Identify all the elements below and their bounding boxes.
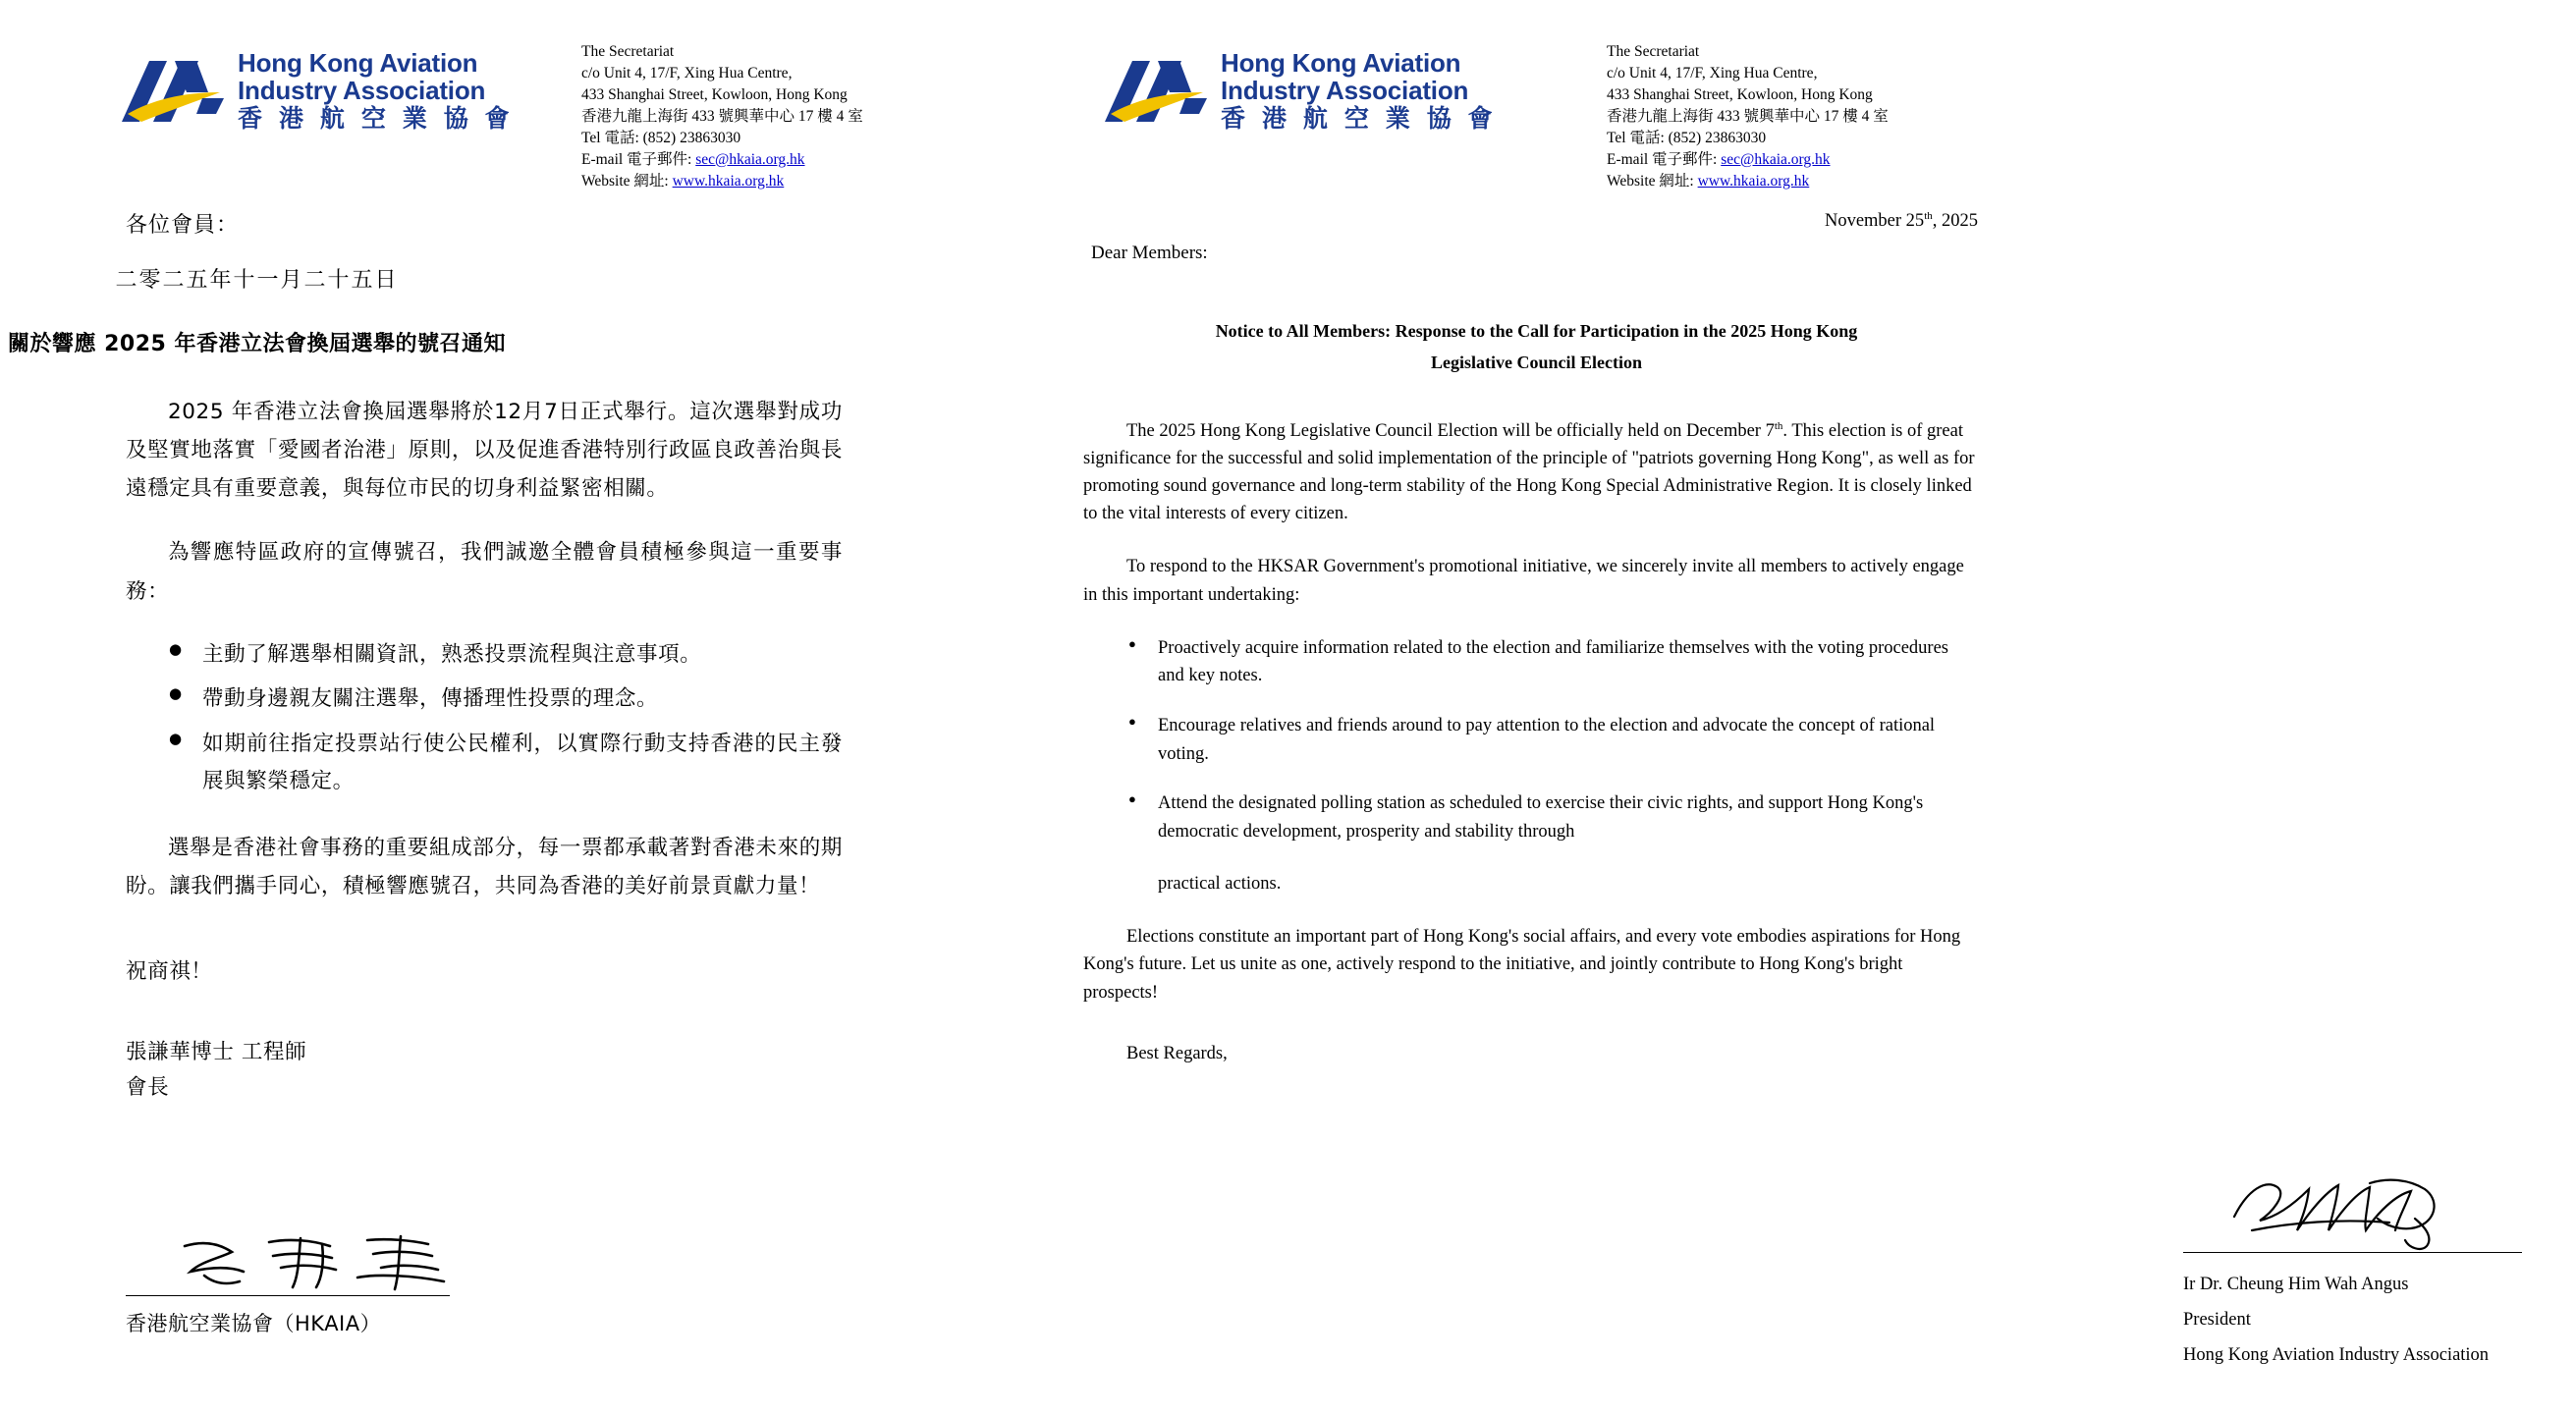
website-line xyxy=(1607,171,1889,192)
address-line-2: c/o Unit 4, 17/F, Xing Hua Centre, xyxy=(1607,65,1818,82)
telephone-line: Tel 電話: (852) 23863030 xyxy=(1607,130,1767,146)
english-signature-block xyxy=(2183,1173,2576,1373)
address-line-3: 433 Shanghai Street, Kowloon, Hong Kong xyxy=(581,86,848,103)
chinese-notice-title: 關於響應 2025 年香港立法會換屆選舉的號召通知 xyxy=(7,332,507,356)
english-date-main: November 25 xyxy=(1824,211,1925,232)
english-title-line-1: Notice to All Members: Response to the Call for Participation in the 2025 Hong Kong xyxy=(1215,321,1858,341)
chinese-signature-block xyxy=(126,1232,538,1337)
english-closing: Best Regards, xyxy=(1126,1043,1228,1063)
english-date-year: , 2025 xyxy=(1932,211,1978,232)
hkaia-logo-icon xyxy=(1101,53,1211,130)
website-link[interactable]: www.hkaia.org.hk xyxy=(672,173,785,190)
english-notice-title xyxy=(1083,316,1990,378)
email-link[interactable]: sec@hkaia.org.hk xyxy=(1721,151,1831,168)
email-line xyxy=(581,149,863,171)
signature-image-english xyxy=(2222,1173,2478,1252)
english-signer-name: Ir Dr. Cheung Him Wah Angus xyxy=(2183,1275,2409,1294)
english-paragraph-1 xyxy=(1083,417,1977,527)
website-line xyxy=(581,171,863,192)
list-item-continuation: practical actions. xyxy=(1158,873,1282,894)
list-item: ● Proactively acquire information related to the election and familiarize themselves with the voting procedures and key notes. xyxy=(1128,634,1977,690)
hkaia-logo-text xyxy=(238,49,515,133)
english-ordinal-sup: th xyxy=(1774,419,1783,432)
address-line-4-chinese: 香港九龍上海街 433 號興華中心 17 樓 4 室 xyxy=(1607,108,1889,125)
chinese-signer-title: 會長 xyxy=(126,1074,170,1100)
english-signer-info xyxy=(2183,1267,2576,1373)
chinese-body xyxy=(126,393,843,1107)
chinese-paragraph-2: 為響應特區政府的宣傳號召，我們誠邀全體會員積極參與這一重要事務： xyxy=(126,540,843,604)
english-signer-title: President xyxy=(2183,1310,2251,1331)
secretariat-address-block xyxy=(1607,41,1889,192)
chinese-date: 二零二五年十一月二十五日 xyxy=(115,268,399,293)
logo-line-3-chinese: 香 港 航 空 業 協 會 xyxy=(1221,105,1498,134)
english-signer-org: Hong Kong Aviation Industry Association xyxy=(2183,1345,2490,1366)
english-title-line-2: Legislative Council Election xyxy=(1431,352,1642,372)
english-paragraph-1c: principle of "patriots governing Hong Kong", as well as for promoting sound governance and long-term stability of the Hong Kong Special Administrative Region. It is closely linked to the vital interests of every citizen. xyxy=(1083,449,1975,524)
address-line-2: c/o Unit 4, 17/F, Xing Hua Centre, xyxy=(581,65,793,82)
english-body xyxy=(1083,417,1977,1093)
email-label: E-mail 電子郵件: xyxy=(581,151,692,168)
hkaia-logo-icon xyxy=(118,53,228,130)
address-line-4-chinese: 香港九龍上海街 433 號興華中心 17 樓 4 室 xyxy=(581,108,863,125)
website-link[interactable]: www.hkaia.org.hk xyxy=(1697,173,1810,190)
hkaia-logo xyxy=(1101,49,1498,133)
list-item: ● 主動了解選舉相關資訊，熟悉投票流程與注意事項。 xyxy=(169,636,843,674)
address-line-1: The Secretariat xyxy=(581,43,675,60)
list-item: ● Encourage relatives and friends around to pay attention to the election and advocate the concept of rational voting. xyxy=(1128,712,1977,768)
english-paragraph-1a: The 2025 Hong Kong Legislative Council Election will be officially held on December 7 xyxy=(1126,421,1775,441)
logo-line-2: Industry Association xyxy=(1221,76,1469,106)
list-item-text: Attend the designated polling station as scheduled to exercise their civic rights, and support Hong Kong's democratic development, prosperity and stability through xyxy=(1158,793,1924,843)
chinese-bullet-list xyxy=(126,636,843,800)
address-line-3: 433 Shanghai Street, Kowloon, Hong Kong xyxy=(1607,86,1873,103)
chinese-letter xyxy=(0,0,1024,1414)
english-bullet-list xyxy=(1083,634,1977,898)
logo-line-2: Industry Association xyxy=(238,76,486,106)
email-link[interactable]: sec@hkaia.org.hk xyxy=(695,151,805,168)
english-letter xyxy=(1024,0,2490,1414)
telephone-line: Tel 電話: (852) 23863030 xyxy=(581,130,741,146)
signature-rule xyxy=(2183,1252,2522,1253)
chinese-paragraph-3: 選舉是香港社會事務的重要組成部分，每一票都承載著對香港未來的期盼。讓我們攜手同心，積極響應號召，共同為香港的美好前景貢獻力量！ xyxy=(126,836,843,899)
website-label: Website 網址: xyxy=(581,173,669,190)
english-paragraph-2: To respond to the HKSAR Government's promotional initiative, we sincerely invite all members to actively engage in this important undertaking: xyxy=(1083,557,1964,605)
chinese-org-footer: 香港航空業協會（HKAIA） xyxy=(126,1312,382,1335)
address-line-1: The Secretariat xyxy=(1607,43,1700,60)
chinese-salutation: 各位會員： xyxy=(126,213,240,238)
signature-image-chinese xyxy=(175,1232,469,1293)
list-item: ● 如期前往指定投票站行使公民權利，以實際行動支持香港的民主發展與繁榮穩定。 xyxy=(169,726,843,799)
email-line xyxy=(1607,149,1889,171)
english-paragraph-1b: . This election is of great significance for the successful and solid implementation of the xyxy=(1083,421,1963,469)
english-date xyxy=(1825,210,1978,232)
logo-line-3-chinese: 香 港 航 空 業 協 會 xyxy=(238,105,515,134)
english-paragraph-3: Elections constitute an important part of Hong Kong's social affairs, and every vote embodies aspirations for Hong Kong's future. Let us unite as one, actively respond to the initiative, and jointly contribute to Hong Kong's bright prospects! xyxy=(1083,927,1961,1003)
english-date-ordinal: th xyxy=(1924,210,1933,222)
hkaia-logo-text xyxy=(1221,49,1498,133)
chinese-closing: 祝商祺！ xyxy=(126,959,213,985)
chinese-paragraph-1: 2025 年香港立法會換屆選舉將於12月7日正式舉行。這次選舉對成功及堅實地落實「愛國者治港」原則，以及促進香港特別行政區良政善治與長遠穩定具有重要意義，與每位市民的切身利益緊密相關。 xyxy=(126,400,843,502)
hkaia-logo xyxy=(118,49,515,133)
logo-line-1: Hong Kong Aviation xyxy=(238,48,478,78)
logo-line-1: Hong Kong Aviation xyxy=(1221,48,1461,78)
list-item: ● 帶動身邊親友關注選舉，傳播理性投票的理念。 xyxy=(169,680,843,718)
english-salutation: Dear Members: xyxy=(1091,243,1208,263)
website-label: Website 網址: xyxy=(1607,173,1694,190)
secretariat-address-block xyxy=(581,41,863,192)
list-item xyxy=(1128,789,1977,897)
chinese-signer-name: 張謙華博士 工程師 xyxy=(126,1039,307,1064)
signature-rule xyxy=(126,1295,450,1296)
letterhead-english xyxy=(1024,0,2049,190)
email-label: E-mail 電子郵件: xyxy=(1607,151,1718,168)
letterhead-chinese xyxy=(0,0,1024,190)
